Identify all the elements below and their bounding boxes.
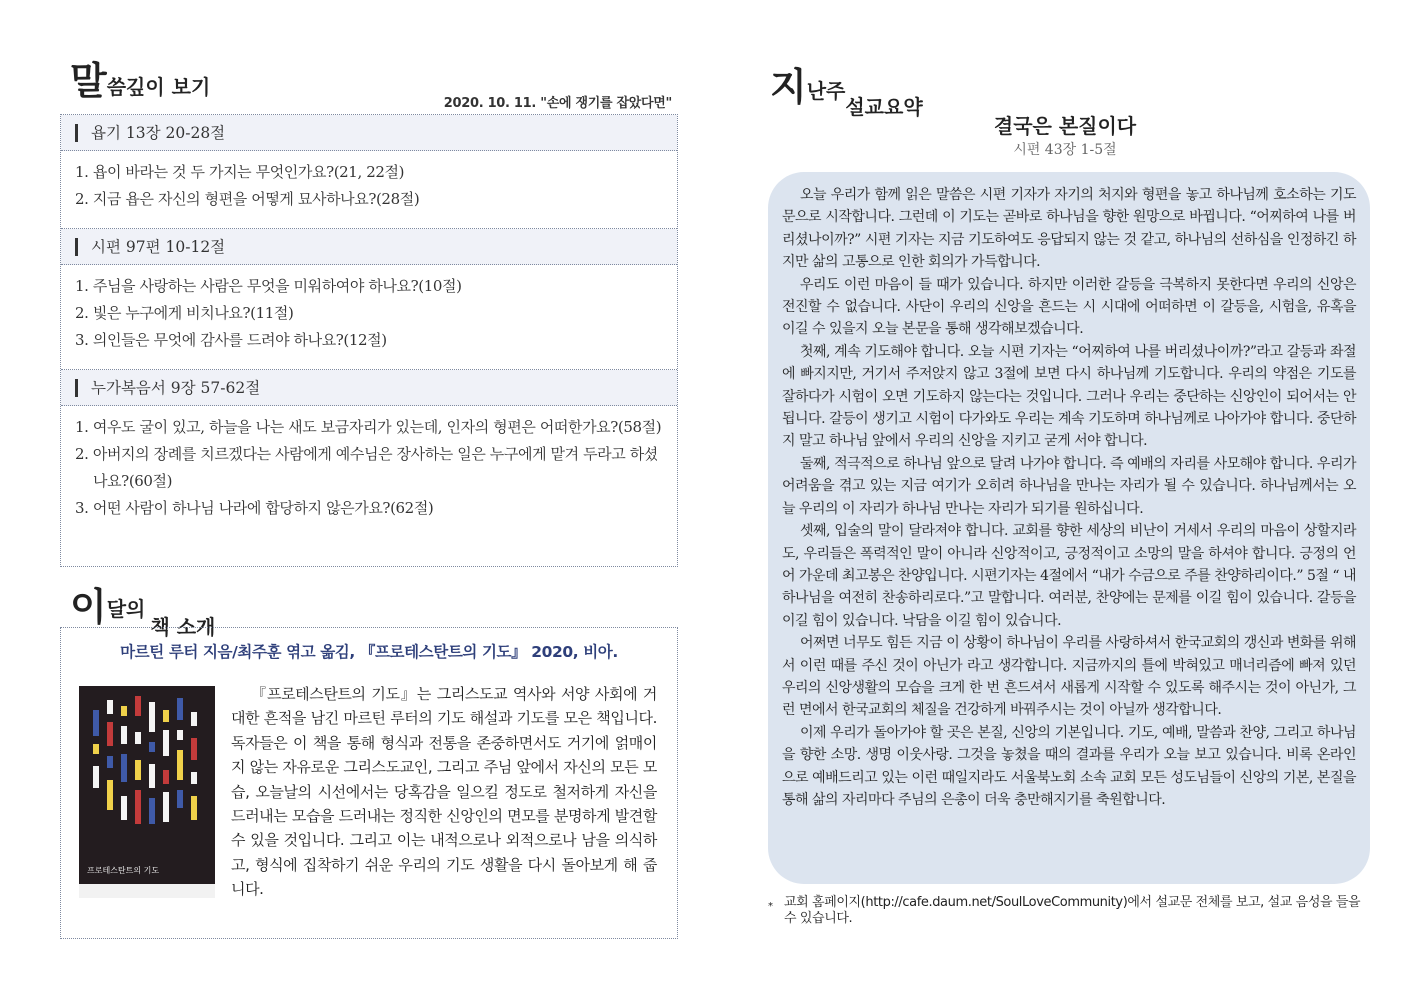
sermon-paragraph: 오늘 우리가 함께 읽은 말씀은 시편 기자가 자기의 처지와 형편을 놓고 하나님께 호소하는 기도문으로 시작합니다. 그런데 이 기도는 곧바로 하나님을 향한 원망으로 바뀝니다. “어찌하여 나를 버리셨나이까?” 시편 기자는 지금 기도하여도 응답되지 않는 것 같고, 하나님의 선하심을 인정하긴 하지만 삶의 고통으로 인한 회의가 가득합니다. xyxy=(782,187,1356,271)
sermon-paragraph: 이제 우리가 돌아가야 할 곳은 본질, 신앙의 기본입니다. 기도, 예배, 말씀과 찬양, 그리고 하나님을 향한 소망. 생명 이웃사랑. 그것을 놓쳤을 때의 결과를 우리가 오늘 보고 있습니다. 비록 온라인으로 예배드리고 있는 이런 때일지라도 서울북노회 소속 교회 모든 성도님들이 신앙의 기본, 본질을 통해 삶의 자리마다 주님의 은총이 더욱 충만해지기를 축원합니다. xyxy=(782,724,1356,808)
sermon-paragraph: 둘째, 적극적으로 하나님 앞으로 달려 나가야 합니다. 즉 예배의 자리를 사모해야 합니다. 우리가 어려움을 겪고 있는 지금 여기가 오히려 하나님을 만나는 자리가 될 수 있습니다. 하나님께서는 오늘 우리의 이 자리가 하나님 만나는 자리가 되기를 원하십니다. xyxy=(782,455,1356,517)
sermon-title: 결국은 본질이다 xyxy=(993,114,1137,138)
book-header-part1: 달의 xyxy=(106,597,146,621)
bible-study-header-initial: 말 xyxy=(70,59,107,103)
sermon-header-part1: 난주 xyxy=(806,79,846,103)
question-item: 2. 빛은 누구에게 비치나요?(11절) xyxy=(75,304,294,322)
bible-study-date: 2020. 10. 11. "손에 쟁기를 잡았다면" xyxy=(443,96,672,111)
sermon-reference: 시편 43장 1-5절 xyxy=(1013,142,1117,158)
book-header-initial: 이 xyxy=(70,585,107,629)
question-item: 3. 의인들은 무엇에 감사를 드려야 하나요?(12절) xyxy=(75,331,387,349)
footnote-text: 교회 홈페이지(http://cafe.daum.net/SoulLoveCommunity)에서 설교문 전체를 보고, 설교 음성을 들을 수 있습니다. xyxy=(784,895,1361,926)
sermon-paragraph: 우리도 이런 마음이 들 때가 있습니다. 하지만 이러한 갈등을 극복하지 못한다면 우리의 신앙은 전진할 수 없습니다. 사단이 우리의 신앙을 흔드는 시 시대에 어떠하면 이 갈등을, 시험을, 유혹을 이길 수 있을지 오늘 본문을 통해 생각해보겠습니다. xyxy=(782,276,1356,338)
sermon-paragraph: 셋째, 입술의 말이 달라져야 합니다. 교회를 향한 세상의 비난이 거세서 우리의 마음이 상할지라도, 우리들은 폭력적인 말이 아니라 신앙적이고, 긍정적이고 소망의 말을 하셔야 합니다. 긍정의 언어 가운데 최고봉은 찬양입니다. 시편기자는 4절에서 “내가 수금으로 주를 찬양하리이다.” 5절 “ 내 하나님을 여전히 찬송하리로다.”고 말합니다. 여러분, 찬양에는 문제를 이길 힘이 있습니다. 갈등을 이길 힘이 있습니다. 낙담을 이길 힘이 있습니다. xyxy=(782,523,1356,629)
question-item: 1. 주님을 사랑하는 사람은 무엇을 미워하여야 하나요?(10절) xyxy=(75,277,462,295)
book-title: 마르틴 루터 지음/최주훈 엮고 옮김, 『프로테스탄트의 기도』 2020, 비아. xyxy=(120,643,618,661)
question-list-job xyxy=(61,151,677,229)
sermon-header-initial: 지 xyxy=(770,65,807,109)
book-cover-bottom-bar xyxy=(79,884,215,898)
question-list-luke xyxy=(61,406,677,568)
question-item: 2. 아버지의 장례를 치르겠다는 사람에게 예수님은 장사하는 일은 누구에게 맡겨 두라고 하셨나요?(60절) xyxy=(75,445,658,490)
section-title-job: 욥기 13장 20-28절 xyxy=(61,115,677,151)
book-header xyxy=(70,576,216,639)
sermon-footnote xyxy=(768,895,1368,926)
book-description: 『프로테스탄트의 기도』는 그리스도교 역사와 서양 사회에 거대한 흔적을 남긴 마르틴 루터의 기도 해설과 기도를 모은 책입니다. 독자들은 이 책을 통해 형식과 전통을 존중하면서도 거기에 얽매이지 않는 자유로운 그리스도교인, 그리고 주님 앞에서 자신의 모든 모습, 오늘날의 시선에서는 당혹감을 일으킬 정도로 철저하게 자신을 드러내는 모습을 드러내는 정직한 신앙인의 면모를 분명하게 발견할 수 있을 것입니다. 그리고 이는 내적으로나 외적으로나 남을 의식하고, 형식에 집착하기 쉬운 우리의 기도 생활을 다시 돌아보게 해 줍니다. xyxy=(231,685,657,899)
bible-study-box xyxy=(60,114,678,567)
sermon-header xyxy=(770,56,923,119)
sermon-header-part2: 설교요약 xyxy=(845,95,923,119)
question-item: 1. 욥이 바라는 것 두 가지는 무엇인가요?(21, 22절) xyxy=(75,163,405,181)
bible-study-header-rest: 씀깊이 보기 xyxy=(106,75,211,99)
book-cover-image xyxy=(79,686,215,898)
book-cover-title: 프로테스탄트의 기도 xyxy=(87,866,160,875)
book-box xyxy=(60,627,678,939)
question-list-psalm xyxy=(61,265,677,370)
footnote-asterisk: * xyxy=(768,901,773,912)
sermon-summary-box xyxy=(768,172,1370,884)
bible-study-header xyxy=(70,50,210,105)
question-item: 1. 여우도 굴이 있고, 하늘을 나는 새도 보금자리가 있는데, 인자의 형편은 어떠한가요?(58절) xyxy=(75,418,662,436)
book-header-part2: 책 소개 xyxy=(150,615,216,639)
question-item: 2. 지금 욥은 자신의 형편을 어떻게 묘사하나요?(28절) xyxy=(75,190,420,208)
section-title-luke: 누가복음서 9장 57-62절 xyxy=(61,370,677,406)
sermon-paragraph: 첫째, 계속 기도해야 합니다. 오늘 시편 기자는 “어찌하여 나를 버리셨나이까?”라고 갈등과 좌절에 빠지지만, 거기서 주저앉지 않고 3절에 보면 다시 하나님께 기도합니다. 우리의 약점은 기도를 잘하다가 시험이 오면 기도하지 않는다는 것입니다. 그러나 우리는 중단하는 신앙인이 되어서는 안 됩니다. 갈등이 생기고 시험이 다가와도 우리는 계속 기도하며 하나님께로 나아가야 합니다. 중단하지 말고 하나님 앞에서 우리의 신앙을 지키고 굳게 서야 합니다. xyxy=(782,343,1356,450)
question-item: 3. 어떤 사람이 하나님 나라에 합당하지 않은가요?(62절) xyxy=(75,499,434,517)
sermon-paragraph: 어쩌면 너무도 힘든 지금 이 상황이 하나님이 우리를 사랑하셔서 한국교회의 갱신과 변화를 위해서 이런 때를 주신 것이 아닌가 라고 생각합니다. 지금까지의 틀에 박혀있고 매너리즘에 빠져 있던 우리의 신앙생활의 모습을 크게 한 번 흔드셔서 새롭게 시작할 수 있도록 해주시는 것이 아닌가, 그런 면에서 한국교회의 체질을 건강하게 바꿔주시는 것이 아닐까 생각합니다. xyxy=(782,635,1356,719)
section-title-psalm: 시편 97편 10-12절 xyxy=(61,229,677,265)
